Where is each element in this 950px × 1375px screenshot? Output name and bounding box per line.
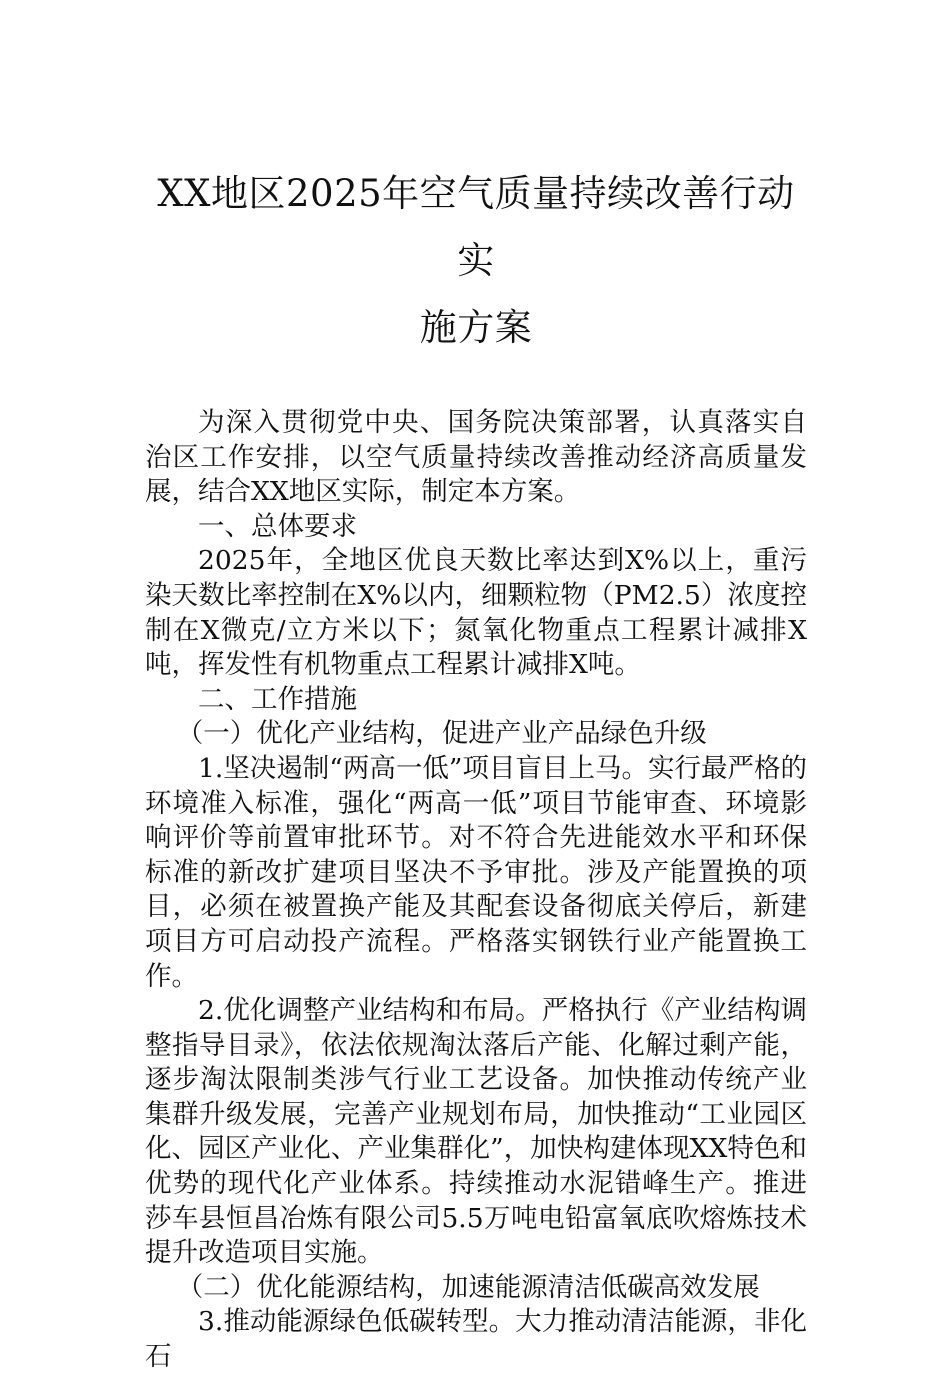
subsection-heading-2: （二）优化能源结构，加速能源清洁低碳高效发展 — [176, 1271, 760, 1303]
subsection-heading-1: （一）优化产业结构，促进产业产品绿色升级 — [176, 718, 707, 750]
section-1-paragraph: 2025年，全地区优良天数比率达到X%以上，重污染天数比率控制在X%以内，细颗粒物（PM2.5）浓度控制在X微克/立方米以下；氮氧化物重点工程累计减排X吨，挥发性有机物重点工程累计减排X吨。 — [145, 545, 807, 681]
document-page — [145, 160, 807, 1375]
item-1-paragraph: 1.坚决遏制“两高一低”项目盲目上马。实行最严格的环境准入标准，强化“两高一低”项目节能审查、环境影响评价等前置审批环节。对不符合先进能效水平和环保标准的新改扩建项目坚决不予审批。涉及产能置换的项目，必须在被置换产能及其配套设备彻底关停后，新建项目方可启动投产流程。严格落实钢铁行业产能置换工作。 — [145, 752, 807, 992]
item-2-paragraph: 2.优化调整产业结构和布局。严格执行《产业结构调整指导目录》，依法依规淘汰落后产能、化解过剩产能，逐步淘汰限制类涉气行业工艺设备。加快推动传统产业集群升级发展，完善产业规划布局，加快推动“工业园区化、园区产业化、产业集群化”，加快构建体现XX特色和优势的现代化产业体系。持续推动水泥错峰生产。推进莎车县恒昌冶炼有限公司5.5万吨电铅富氧底吹熔炼技术提升改造项目实施。 — [145, 995, 807, 1269]
title-line-1: XX地区2025年空气质量持续改善行动实 — [157, 172, 795, 282]
document-title — [145, 160, 807, 361]
section-heading-1: 一、总体要求 — [198, 510, 357, 542]
document-body — [145, 406, 807, 1375]
section-heading-2: 二、工作措施 — [198, 683, 357, 715]
item-3-paragraph: 3.推动能源绿色低碳转型。大力推动清洁能源，非化石 — [145, 1306, 807, 1373]
title-line-2: 施方案 — [419, 306, 533, 349]
intro-paragraph: 为深入贯彻党中央、国务院决策部署，认真落实自治区工作安排，以空气质量持续改善推动经济高质量发展，结合XX地区实际，制定本方案。 — [145, 407, 807, 508]
